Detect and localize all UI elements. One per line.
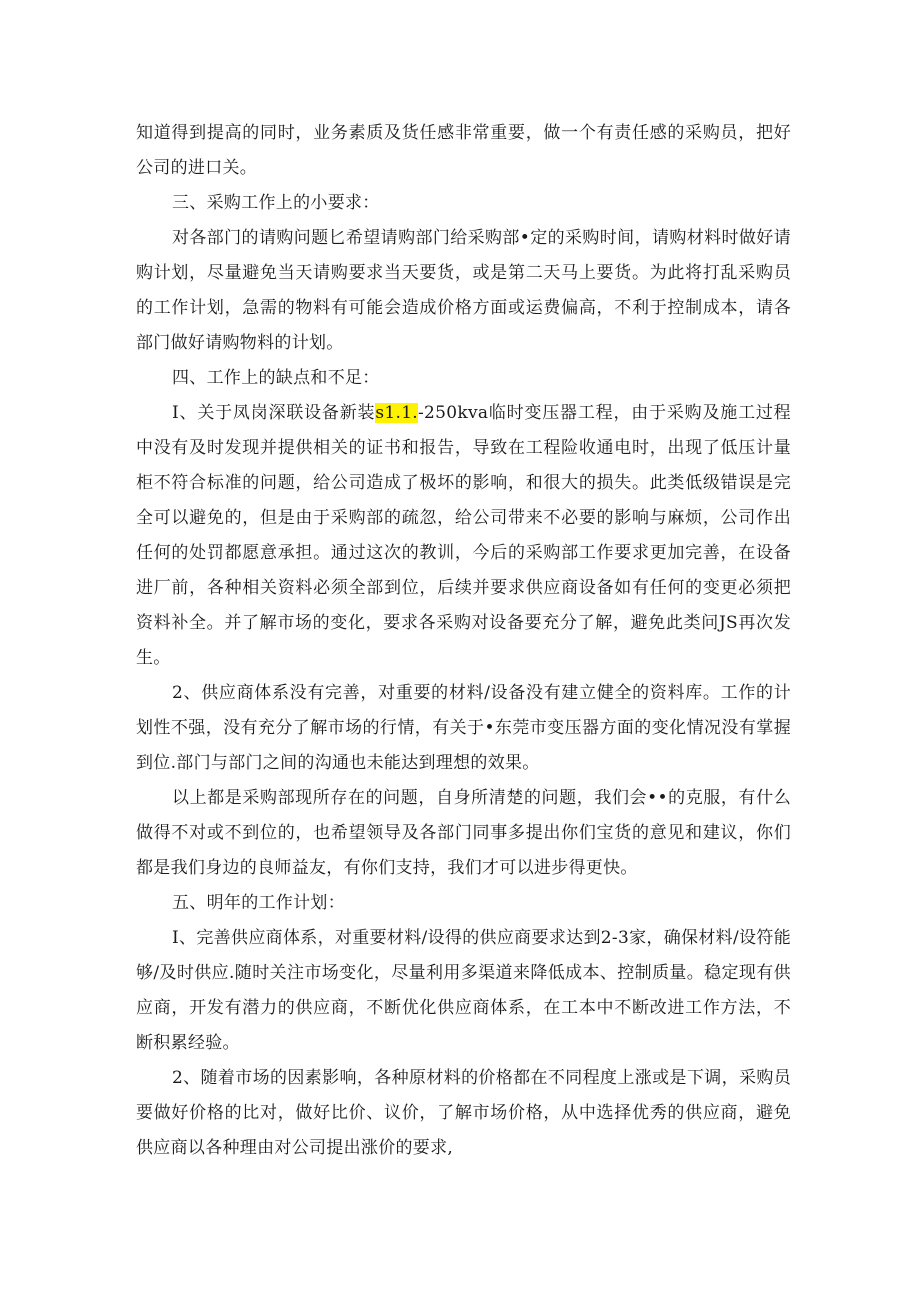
paragraph-plan-1: I、完善供应商体系，对重要材料/设得的供应商要求达到2-3家，确保材料/设符能够/及时供应.随时关注市场变化，尽量利用多渠道来降低成本、控制质量。稳定现有供应商，开发有潜力的供应商，不断优化供应商体系，在工本中不断改进工作方法，不断积累经验。 — [136, 928, 791, 1053]
document-body — [136, 116, 791, 1166]
paragraph-plan-2: 2、随着市场的因素影响，各种原材料的价格都在不同程度上涨或是下调，采购员要做好价格的比对，做好比价、议价，了解市场价格，从中选择优秀的供应商，避免供应商以各种理由对公司提出涨价的要求, — [136, 1068, 791, 1158]
highlighted-text: s1.1. — [375, 403, 419, 423]
paragraph-requisition-requirements: 对各部门的请购问题匕希望请购部门给采购部•定的采购时间，请购材料时做好请购计划，尽量避免当天请购要求当天要货，或是第二天马上要货。为此将打乱采购员的工作计划，急需的物料有可能会造成价格方面或运费偏高，不利于控制成本，请各部门做好请购物料的计划。 — [136, 228, 791, 353]
section-heading-next-year-plan: 五、明年的工作计划： — [172, 893, 345, 913]
section-heading-procurement-requirements: 三、采购工作上的小要求： — [172, 193, 380, 213]
paragraph-summary: 以上都是采购部现所存在的问题，自身所清楚的问题，我们会••的克服，有什么做得不对或不到位的，也希望领导及各部门同事多提出你们宝货的意见和建议，你们都是我们身边的良师益友，有你们支持，我们才可以进步得更快。 — [136, 788, 791, 878]
paragraph-shortcoming-2: 2、供应商体系没有完善，对重要的材料/设备没有建立健全的资料库。工作的计划性不强，没有充分了解市场的行情，有关于•东莞市变压器方面的变化情况没有掌握到位.部门与部门之间的沟通也未能达到理想的效果。 — [136, 683, 791, 773]
paragraph-intro-continuation: 知道得到提高的同时，业务素质及货任感非常重要，做一个有责任感的采购员，把好公司的进口关。 — [136, 123, 791, 178]
section-heading-shortcomings: 四、工作上的缺点和不足： — [172, 368, 380, 388]
paragraph-shortcoming-1 — [136, 396, 791, 676]
shortcoming-1-text-before: I、关于凤岗深联设备新装 — [172, 403, 376, 423]
shortcoming-1-text-after: -250kva临时变压器工程，由于采购及施工过程中没有及时发现并提供相关的证书和报告，导致在工程险收通电时，出现了低压计量柜不符合标准的问题，给公司造成了极坏的影响，和很大的损失。此类低级错误是完全可以避免的，但是由于采购部的疏忽，给公司带来不必要的影响与麻烦，公司作出任何的处罚都愿意承担。通过这次的教训，今后的采购部工作要求更加完善，在设备进厂前，各种相关资料必须全部到位，后续并要求供应商设备如有任何的变更必须把资料补全。并了解市场的变化，要求各采购对设备要充分了解，避免此类问JS再次发生。 — [136, 403, 791, 668]
